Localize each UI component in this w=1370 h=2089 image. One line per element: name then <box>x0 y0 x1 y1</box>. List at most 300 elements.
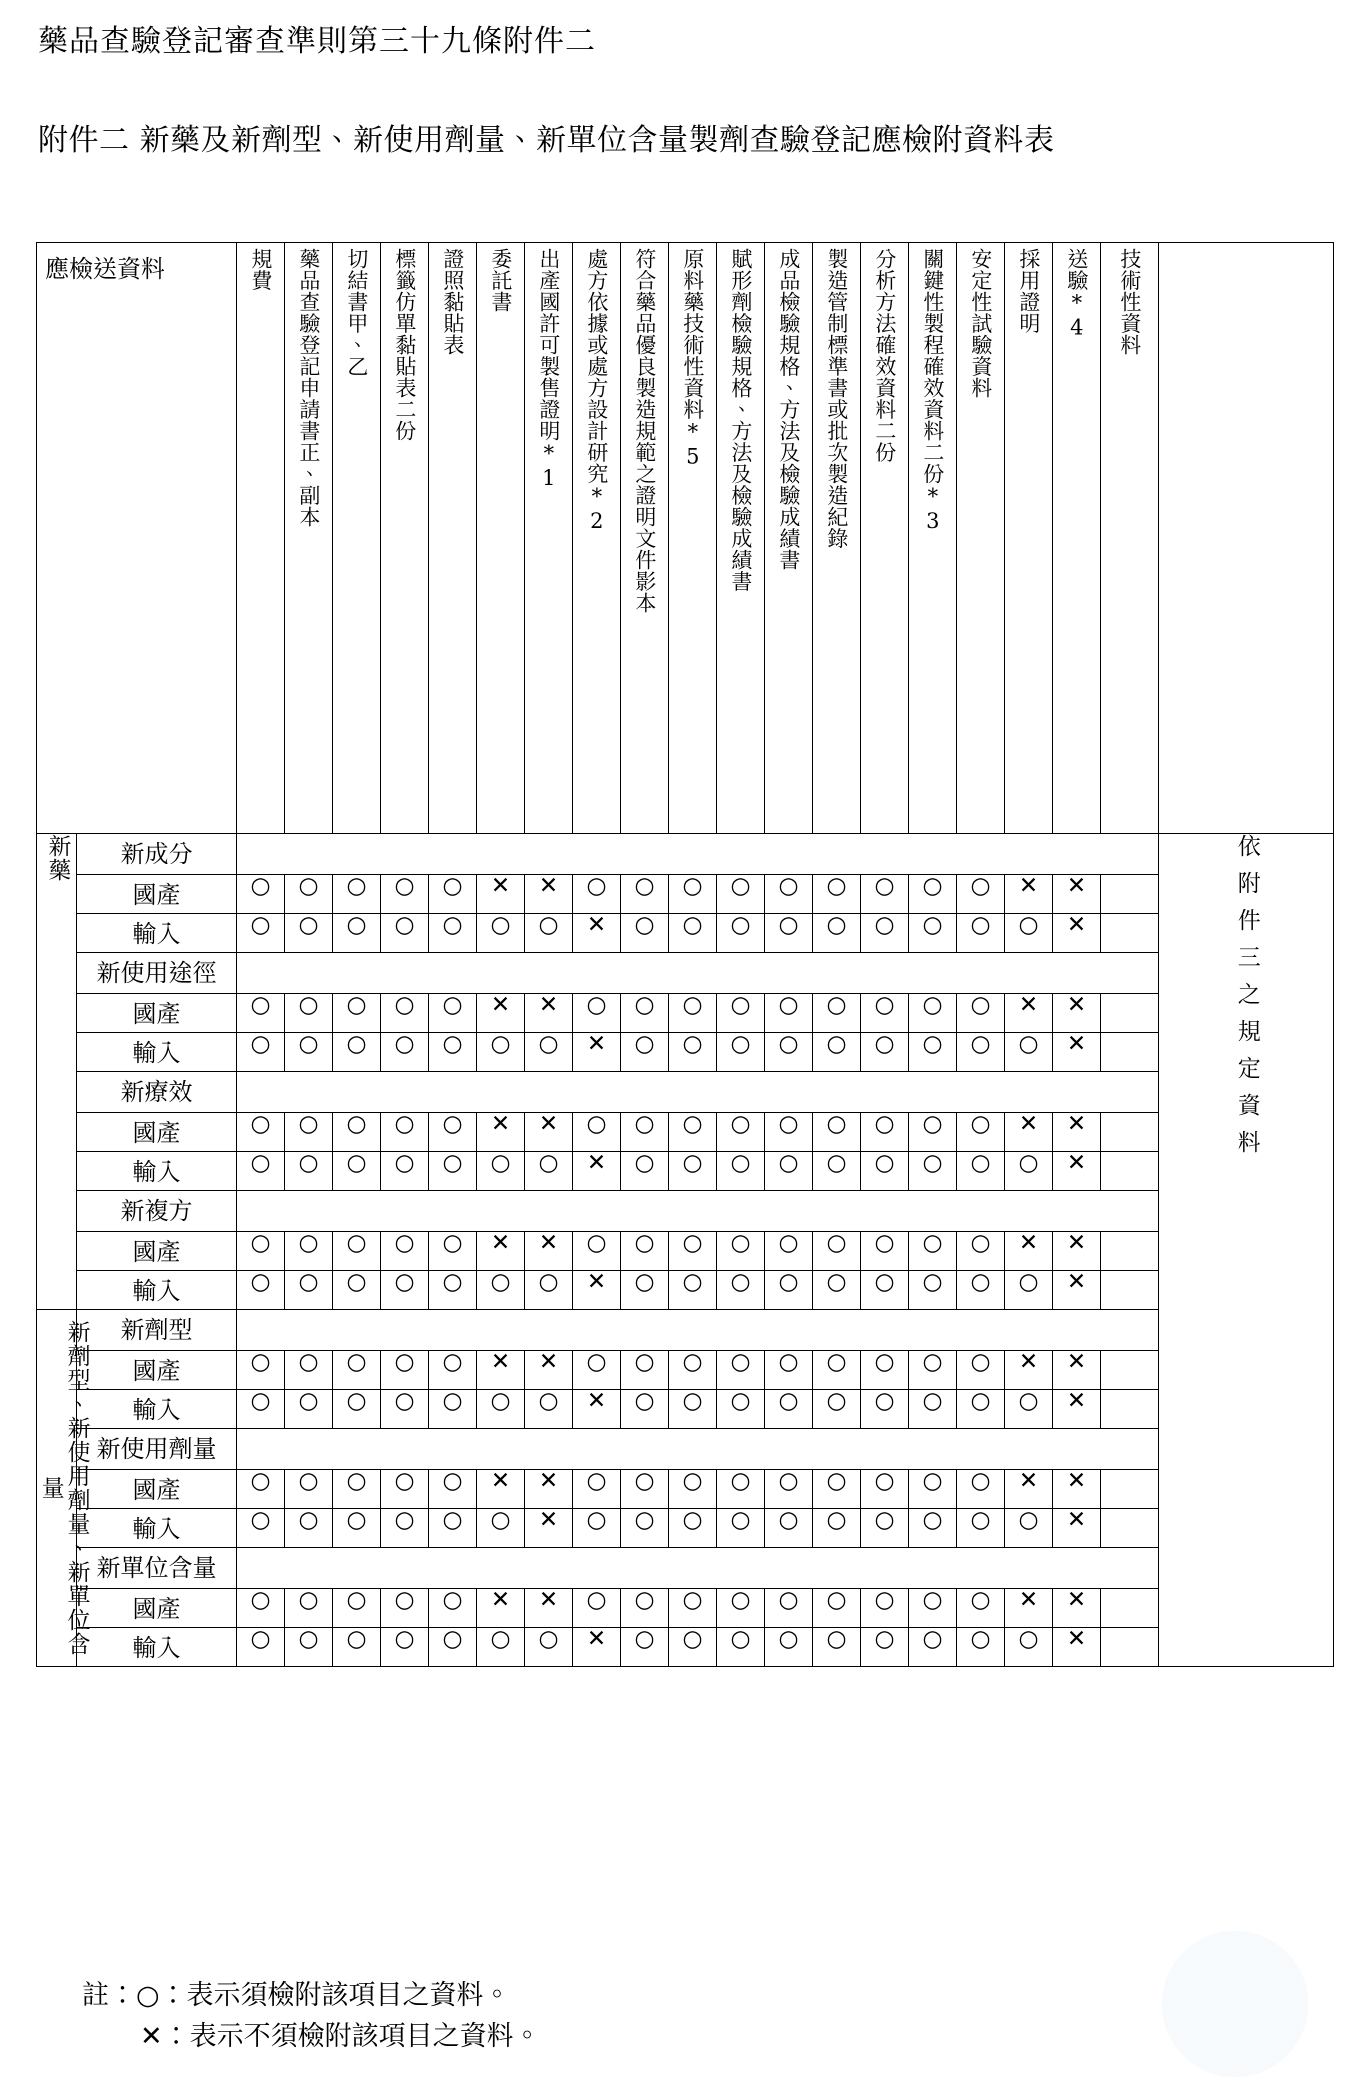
matrix-cell: ○ <box>669 994 717 1033</box>
matrix-cell: ○ <box>765 1628 813 1667</box>
matrix-cell <box>1101 1390 1159 1429</box>
matrix-cell: ○ <box>573 1509 621 1548</box>
matrix-cell: ✕ <box>1053 1113 1101 1152</box>
matrix-cell: ○ <box>669 1152 717 1191</box>
table-row <box>37 1351 1334 1390</box>
matrix-cell: ○ <box>237 1509 285 1548</box>
row-label: 新使用劑量 <box>77 1429 237 1470</box>
matrix-cell: ○ <box>909 1113 957 1152</box>
matrix-cell: ○ <box>813 1589 861 1628</box>
matrix-cell: ○ <box>621 1271 669 1310</box>
matrix-cell: ○ <box>333 1271 381 1310</box>
matrix-cell: ○ <box>333 1152 381 1191</box>
matrix-cell: ○ <box>525 1152 573 1191</box>
table-row <box>37 994 1334 1033</box>
matrix-cell <box>1101 1509 1159 1548</box>
matrix-cell: ○ <box>621 1033 669 1072</box>
matrix-cell: ○ <box>813 1113 861 1152</box>
matrix-cell: ○ <box>909 1271 957 1310</box>
matrix-cell: ○ <box>909 1390 957 1429</box>
matrix-cell: ✕ <box>1053 914 1101 953</box>
matrix-cell: ○ <box>573 1351 621 1390</box>
matrix-cell <box>1101 1232 1159 1271</box>
matrix-cell: ✕ <box>525 1509 573 1548</box>
matrix-cell: ○ <box>765 1589 813 1628</box>
matrix-cell: ○ <box>525 1628 573 1667</box>
column-header-label: 分析方法確效資料二份 <box>872 248 897 463</box>
matrix-cell: ○ <box>909 1152 957 1191</box>
matrix-cell: ○ <box>1005 1628 1053 1667</box>
matrix-cell: ✕ <box>477 1232 525 1271</box>
table-row <box>37 1113 1334 1152</box>
row-group-label <box>37 1310 90 1667</box>
matrix-cell: ○ <box>717 994 765 1033</box>
matrix-cell: ○ <box>573 994 621 1033</box>
matrix-cell: ○ <box>861 1113 909 1152</box>
matrix-cell: ✕ <box>477 994 525 1033</box>
matrix-cell: ○ <box>813 1390 861 1429</box>
matrix-cell: ○ <box>909 1351 957 1390</box>
matrix-cell: ○ <box>333 1232 381 1271</box>
matrix-cell: ○ <box>957 1628 1005 1667</box>
table-section-row <box>37 834 1334 875</box>
matrix-cell: ○ <box>429 994 477 1033</box>
column-header-11 <box>717 243 765 834</box>
matrix-cell: ○ <box>381 1390 429 1429</box>
matrix-cell: ○ <box>237 914 285 953</box>
matrix-cell: ○ <box>861 1628 909 1667</box>
matrix-cell: ○ <box>957 1390 1005 1429</box>
matrix-cell: ✕ <box>1053 1271 1101 1310</box>
matrix-cell: ○ <box>1005 1509 1053 1548</box>
row-label: 輸入 <box>77 1509 237 1548</box>
matrix-cell: ○ <box>285 1470 333 1509</box>
matrix-cell: ○ <box>429 1271 477 1310</box>
matrix-cell <box>1101 1152 1159 1191</box>
section-spacer <box>237 1429 1159 1470</box>
matrix-cell: ○ <box>813 1033 861 1072</box>
matrix-cell: ○ <box>429 1628 477 1667</box>
matrix-cell: ○ <box>381 1232 429 1271</box>
matrix-cell: ○ <box>957 1589 1005 1628</box>
matrix-cell: ○ <box>765 875 813 914</box>
matrix-cell: ○ <box>765 914 813 953</box>
matrix-cell: ○ <box>957 1470 1005 1509</box>
matrix-cell: ○ <box>285 1033 333 1072</box>
matrix-cell: ○ <box>765 1470 813 1509</box>
corner-label: 應檢送資料 <box>45 255 165 283</box>
column-header-label: 切結書甲、乙 <box>344 248 369 377</box>
page-title: 附件二 新藥及新劑型、新使用劑量、新單位含量製劑查驗登記應檢附資料表 <box>38 123 1055 158</box>
matrix-cell: ○ <box>813 1509 861 1548</box>
row-label: 國產 <box>77 1232 237 1271</box>
column-header-label: 委託書 <box>488 248 513 313</box>
matrix-cell: ✕ <box>1053 1152 1101 1191</box>
column-header-label: 關鍵性製程確效資料二份*3 <box>920 248 945 534</box>
matrix-cell: ○ <box>957 1232 1005 1271</box>
matrix-cell: ○ <box>621 1589 669 1628</box>
row-label: 新成分 <box>77 834 237 875</box>
matrix-cell: ✕ <box>1005 875 1053 914</box>
table-row <box>37 1509 1334 1548</box>
table-section-row <box>37 1548 1334 1589</box>
matrix-cell: ✕ <box>525 875 573 914</box>
matrix-cell: ○ <box>237 1628 285 1667</box>
matrix-cell: ○ <box>285 914 333 953</box>
matrix-cell: ○ <box>525 1390 573 1429</box>
table-corner-header <box>37 243 237 834</box>
column-header-label: 規費 <box>248 248 273 291</box>
matrix-cell: ✕ <box>573 1033 621 1072</box>
matrix-cell: ○ <box>237 1470 285 1509</box>
table-row <box>37 1152 1334 1191</box>
matrix-cell <box>1101 1589 1159 1628</box>
row-label: 新療效 <box>77 1072 237 1113</box>
tail-column-text: 依附件三之規定資料 <box>1233 834 1260 1167</box>
matrix-cell: ✕ <box>1053 1232 1101 1271</box>
matrix-cell: ○ <box>669 1628 717 1667</box>
matrix-cell: ○ <box>717 914 765 953</box>
matrix-cell: ○ <box>285 1113 333 1152</box>
matrix-cell: ○ <box>285 1232 333 1271</box>
matrix-cell: ○ <box>333 1628 381 1667</box>
matrix-cell: ○ <box>573 1470 621 1509</box>
matrix-cell: ○ <box>573 1113 621 1152</box>
table-row <box>37 1033 1334 1072</box>
matrix-cell: ✕ <box>525 1589 573 1628</box>
matrix-cell: ○ <box>381 1033 429 1072</box>
row-label: 國產 <box>77 994 237 1033</box>
matrix-cell: ○ <box>861 875 909 914</box>
matrix-cell: ✕ <box>477 1589 525 1628</box>
matrix-cell: ○ <box>237 1152 285 1191</box>
matrix-cell: ○ <box>429 1470 477 1509</box>
matrix-cell: ○ <box>237 1390 285 1429</box>
matrix-cell: ○ <box>381 1351 429 1390</box>
matrix-cell: ✕ <box>1005 1113 1053 1152</box>
matrix-cell: ✕ <box>573 1152 621 1191</box>
matrix-cell: ○ <box>525 914 573 953</box>
matrix-cell <box>1101 994 1159 1033</box>
matrix-cell: ○ <box>957 1152 1005 1191</box>
matrix-cell: ○ <box>237 875 285 914</box>
matrix-cell: ✕ <box>477 1470 525 1509</box>
matrix-cell: ○ <box>717 1033 765 1072</box>
matrix-cell: ○ <box>381 875 429 914</box>
matrix-cell: ✕ <box>1053 1509 1101 1548</box>
column-header-15 <box>909 243 957 834</box>
column-header-label: 製造管制標準書或批次製造紀錄 <box>824 248 849 549</box>
matrix-cell: ○ <box>957 1509 1005 1548</box>
matrix-cell: ○ <box>765 994 813 1033</box>
matrix-cell: ○ <box>237 1232 285 1271</box>
matrix-cell: ○ <box>669 875 717 914</box>
section-spacer <box>237 834 1159 875</box>
matrix-cell: ○ <box>909 875 957 914</box>
matrix-cell: ○ <box>861 994 909 1033</box>
matrix-cell: ○ <box>669 1509 717 1548</box>
column-header-8 <box>573 243 621 834</box>
matrix-cell: ○ <box>621 875 669 914</box>
matrix-cell: ✕ <box>573 914 621 953</box>
matrix-cell: ○ <box>333 994 381 1033</box>
matrix-cell: ○ <box>669 1589 717 1628</box>
tail-column-cell <box>1159 834 1334 1667</box>
legend-line-circle: 註：○：表示須檢附該項目之資料。 <box>82 1980 511 2011</box>
matrix-cell: ○ <box>381 1628 429 1667</box>
row-group-text: 新藥 <box>44 834 71 882</box>
column-header-label: 原料藥技術性資料*5 <box>680 248 705 469</box>
matrix-cell: ○ <box>909 1033 957 1072</box>
matrix-cell: ○ <box>1005 1390 1053 1429</box>
matrix-cell: ○ <box>717 875 765 914</box>
matrix-cell: ○ <box>429 1351 477 1390</box>
table-section-row <box>37 1429 1334 1470</box>
column-header-label: 賦形劑檢驗規格、方法及檢驗成績書 <box>728 248 753 592</box>
matrix-cell: ○ <box>333 914 381 953</box>
table-row <box>37 1390 1334 1429</box>
column-header-17 <box>1005 243 1053 834</box>
matrix-cell: ○ <box>621 1232 669 1271</box>
matrix-cell: ○ <box>669 1271 717 1310</box>
matrix-cell: ✕ <box>1053 1351 1101 1390</box>
matrix-cell: ○ <box>717 1152 765 1191</box>
matrix-cell: ○ <box>429 1390 477 1429</box>
matrix-cell: ○ <box>957 1271 1005 1310</box>
matrix-cell: ○ <box>621 1509 669 1548</box>
table-row <box>37 875 1334 914</box>
matrix-cell: ✕ <box>1053 1589 1101 1628</box>
matrix-cell: ○ <box>237 1113 285 1152</box>
matrix-cell: ○ <box>909 1628 957 1667</box>
matrix-cell: ✕ <box>525 1470 573 1509</box>
matrix-cell: ✕ <box>525 1232 573 1271</box>
matrix-cell: ○ <box>525 1271 573 1310</box>
matrix-cell: ✕ <box>1053 994 1101 1033</box>
matrix-cell: ○ <box>717 1589 765 1628</box>
matrix-cell: ○ <box>717 1628 765 1667</box>
matrix-cell: ○ <box>909 1589 957 1628</box>
matrix-cell: ○ <box>621 1113 669 1152</box>
matrix-cell: ○ <box>861 1509 909 1548</box>
matrix-cell: ✕ <box>573 1628 621 1667</box>
matrix-cell <box>1101 875 1159 914</box>
matrix-cell: ○ <box>1005 1152 1053 1191</box>
table-row <box>37 1628 1334 1667</box>
matrix-cell <box>1101 1351 1159 1390</box>
matrix-cell: ✕ <box>1053 1390 1101 1429</box>
matrix-cell <box>1101 914 1159 953</box>
matrix-cell: ○ <box>1005 1271 1053 1310</box>
column-header-label: 證照黏貼表 <box>440 248 465 356</box>
matrix-cell <box>1101 1271 1159 1310</box>
matrix-cell: ✕ <box>1053 1470 1101 1509</box>
matrix-cell: ✕ <box>525 994 573 1033</box>
matrix-cell: ○ <box>861 1033 909 1072</box>
column-header-label: 技術性資料 <box>1117 248 1142 356</box>
matrix-cell: ○ <box>621 1351 669 1390</box>
matrix-cell: ○ <box>717 1271 765 1310</box>
matrix-cell: ○ <box>717 1351 765 1390</box>
column-header-3 <box>333 243 381 834</box>
matrix-cell: ✕ <box>1053 875 1101 914</box>
matrix-cell: ✕ <box>573 1390 621 1429</box>
matrix-cell: ○ <box>477 1152 525 1191</box>
column-header-label: 採用證明 <box>1016 248 1041 334</box>
matrix-cell: ○ <box>621 1390 669 1429</box>
matrix-cell: ✕ <box>573 1271 621 1310</box>
matrix-cell: ○ <box>765 1271 813 1310</box>
matrix-cell: ○ <box>381 1152 429 1191</box>
matrix-cell: ○ <box>285 1271 333 1310</box>
column-header-2 <box>285 243 333 834</box>
row-label: 輸入 <box>77 914 237 953</box>
row-label: 新單位含量 <box>77 1548 237 1589</box>
matrix-cell: ○ <box>621 1628 669 1667</box>
matrix-cell: ○ <box>765 1509 813 1548</box>
matrix-cell: ○ <box>909 994 957 1033</box>
matrix-cell: ○ <box>765 1390 813 1429</box>
matrix-cell: ○ <box>285 1390 333 1429</box>
section-spacer <box>237 1310 1159 1351</box>
column-header-label: 標籤仿單黏貼表二份 <box>392 248 417 442</box>
column-header-19 <box>1101 243 1159 834</box>
matrix-cell: ○ <box>717 1509 765 1548</box>
matrix-cell: ○ <box>813 1232 861 1271</box>
section-spacer <box>237 1191 1159 1232</box>
matrix-cell: ○ <box>669 1390 717 1429</box>
table-section-row <box>37 1310 1334 1351</box>
matrix-cell <box>1101 1033 1159 1072</box>
matrix-cell: ○ <box>861 1470 909 1509</box>
matrix-cell: ○ <box>765 1113 813 1152</box>
matrix-cell: ✕ <box>1005 1232 1053 1271</box>
row-label: 新劑型 <box>77 1310 237 1351</box>
row-label: 國產 <box>77 875 237 914</box>
matrix-cell: ○ <box>573 1589 621 1628</box>
row-label: 國產 <box>77 1470 237 1509</box>
matrix-cell: ○ <box>333 1113 381 1152</box>
row-label: 輸入 <box>77 1271 237 1310</box>
column-header-13 <box>813 243 861 834</box>
matrix-cell: ○ <box>813 1271 861 1310</box>
matrix-cell: ○ <box>813 1470 861 1509</box>
matrix-cell: ○ <box>333 1509 381 1548</box>
matrix-cell: ○ <box>285 994 333 1033</box>
column-header-7 <box>525 243 573 834</box>
matrix-cell: ○ <box>429 914 477 953</box>
table-section-row <box>37 953 1334 994</box>
matrix-cell: ○ <box>861 1589 909 1628</box>
matrix-cell: ○ <box>477 1033 525 1072</box>
matrix-cell: ○ <box>285 1351 333 1390</box>
column-header-16 <box>957 243 1005 834</box>
document-header: 藥品查驗登記審查準則第三十九條附件二 <box>38 24 596 59</box>
matrix-cell: ○ <box>717 1470 765 1509</box>
column-header-label: 成品檢驗規格、方法及檢驗成績書 <box>776 248 801 571</box>
matrix-cell: ○ <box>813 994 861 1033</box>
matrix-cell: ○ <box>717 1113 765 1152</box>
matrix-cell: ○ <box>573 1232 621 1271</box>
matrix-cell: ○ <box>333 1033 381 1072</box>
matrix-cell: ○ <box>861 1232 909 1271</box>
matrix-cell: ○ <box>381 1113 429 1152</box>
row-label: 國產 <box>77 1351 237 1390</box>
tail-column-header <box>1159 243 1334 834</box>
matrix-cell: ○ <box>861 1390 909 1429</box>
matrix-cell: ○ <box>237 1589 285 1628</box>
section-spacer <box>237 953 1159 994</box>
legend-notes <box>36 1976 1336 2057</box>
matrix-cell: ○ <box>429 1113 477 1152</box>
matrix-cell: ○ <box>813 1351 861 1390</box>
column-header-1 <box>237 243 285 834</box>
matrix-cell: ○ <box>861 1351 909 1390</box>
matrix-cell: ✕ <box>525 1351 573 1390</box>
matrix-cell: ○ <box>477 1509 525 1548</box>
matrix-cell: ○ <box>765 1033 813 1072</box>
matrix-cell: ○ <box>813 875 861 914</box>
matrix-cell: ○ <box>477 1271 525 1310</box>
matrix-cell: ○ <box>669 1232 717 1271</box>
matrix-cell: ○ <box>813 914 861 953</box>
matrix-cell: ○ <box>1005 914 1053 953</box>
matrix-cell: ✕ <box>1053 1033 1101 1072</box>
matrix-cell: ○ <box>429 1152 477 1191</box>
matrix-cell: ○ <box>669 1033 717 1072</box>
matrix-cell: ○ <box>333 1589 381 1628</box>
matrix-cell: ○ <box>813 1152 861 1191</box>
matrix-cell: ○ <box>429 1232 477 1271</box>
matrix-cell: ✕ <box>1005 994 1053 1033</box>
row-label: 輸入 <box>77 1033 237 1072</box>
matrix-cell: ○ <box>573 875 621 914</box>
matrix-cell: ○ <box>285 1628 333 1667</box>
matrix-cell: ○ <box>957 1113 1005 1152</box>
row-group-text: 新劑型、新使用劑量、新單位含量 <box>37 1320 90 1656</box>
matrix-cell: ✕ <box>477 875 525 914</box>
matrix-cell: ○ <box>285 1589 333 1628</box>
matrix-cell: ○ <box>957 994 1005 1033</box>
matrix-cell: ○ <box>477 1628 525 1667</box>
matrix-cell <box>1101 1470 1159 1509</box>
matrix-cell: ○ <box>477 1390 525 1429</box>
legend-line-cross: ✕：表示不須檢附該項目之資料。 <box>140 2020 541 2052</box>
column-header-14 <box>861 243 909 834</box>
matrix-cell: ○ <box>861 1152 909 1191</box>
matrix-cell: ○ <box>285 875 333 914</box>
matrix-cell: ○ <box>429 875 477 914</box>
matrix-cell: ✕ <box>1005 1470 1053 1509</box>
matrix-cell: ○ <box>621 1470 669 1509</box>
matrix-cell: ○ <box>621 914 669 953</box>
section-spacer <box>237 1548 1159 1589</box>
matrix-cell: ○ <box>717 1390 765 1429</box>
matrix-cell <box>1101 1113 1159 1152</box>
row-label: 輸入 <box>77 1628 237 1667</box>
matrix-cell: ✕ <box>1005 1351 1053 1390</box>
column-header-label: 送驗*4 <box>1064 248 1089 340</box>
matrix-cell: ○ <box>909 1470 957 1509</box>
matrix-cell: ○ <box>237 994 285 1033</box>
column-header-12 <box>765 243 813 834</box>
matrix-cell: ○ <box>285 1509 333 1548</box>
matrix-cell: ○ <box>957 875 1005 914</box>
column-header-label: 處方依據或處方設計研究*2 <box>584 248 609 534</box>
matrix-cell: ○ <box>669 1470 717 1509</box>
matrix-cell: ○ <box>621 1152 669 1191</box>
column-header-4 <box>381 243 429 834</box>
